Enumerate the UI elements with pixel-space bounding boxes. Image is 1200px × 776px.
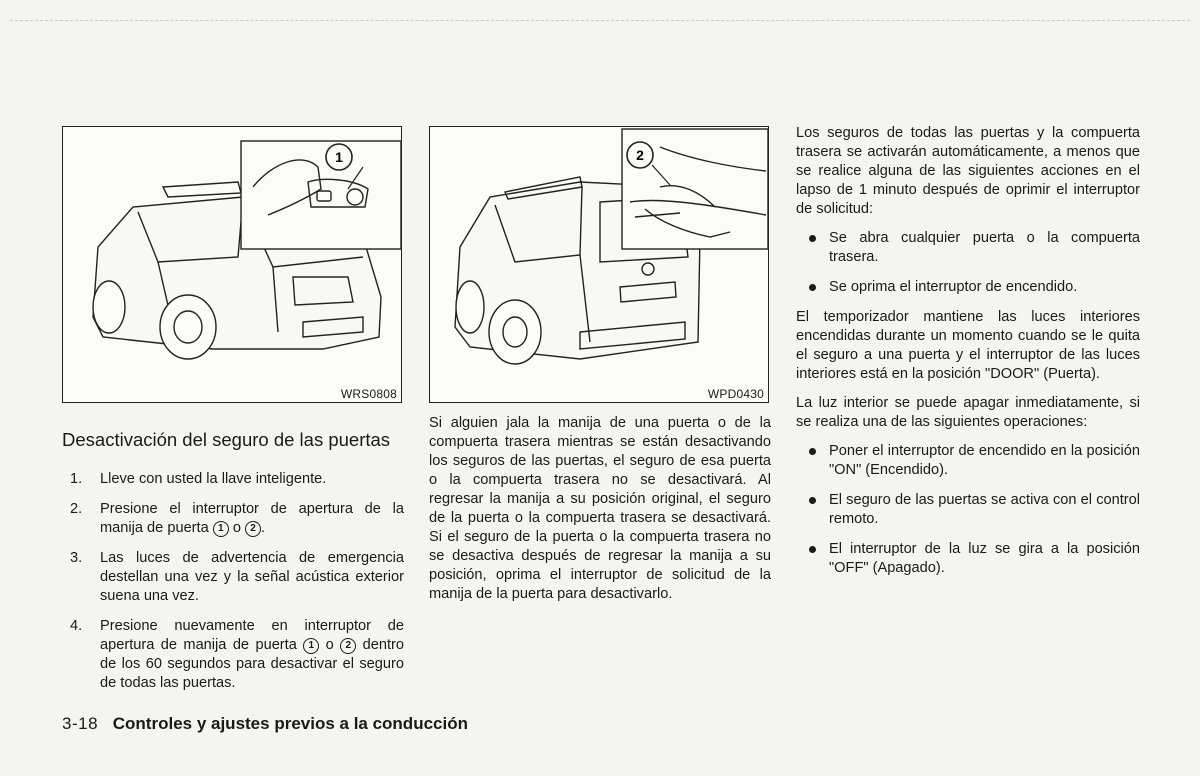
paragraph-handle-pull: Si alguien jala la manija de una puerta o de la compuerta trasera mientras se están desactivando los seguros de las puertas, el seguro de esa puerta o la compuerta trasera no se desactivará. Al regresar la manija a su posición original, el seguro de la puerta o la compuerta trasera se desactivará. Si el seguro de la puerta o la compuerta trasera no se desactiva después de regresar la manija a su posición, oprima el interruptor de solicitud de la manija de la puerta para desactivarlo. xyxy=(429,415,771,602)
bullet-item xyxy=(796,278,1140,297)
paragraph-auto-lock: Los seguros de todas las puertas y la compuerta trasera se activarán automáticamente, a menos que se realice alguna de las siguientes acciones en el lapso de 1 minuto después de oprimir el interruptor de solicitud: xyxy=(796,125,1140,217)
bullet-text: Poner el interruptor de encendido en la posición "ON" (Encendido). xyxy=(829,443,1140,478)
step-item xyxy=(70,549,404,606)
figure-code: WPD0430 xyxy=(707,387,764,401)
step-number: 4. xyxy=(70,618,83,634)
bullet-item xyxy=(796,229,1140,267)
step-text-end: . xyxy=(261,520,266,536)
bullet-dot xyxy=(809,284,816,291)
suv-rear-door-illustration xyxy=(63,127,401,402)
paragraph-light-off: La luz interior se puede apagar inmediatamente, si se realiza una de las siguientes operaciones: xyxy=(796,395,1140,430)
bullet-dot xyxy=(809,448,816,455)
step-number: 3. xyxy=(70,550,83,566)
step-text-connector: o xyxy=(319,637,341,653)
bullet-item xyxy=(796,540,1140,578)
bullet-item xyxy=(796,491,1140,529)
circled-number: 1 xyxy=(303,638,319,654)
top-border-line xyxy=(10,20,1190,21)
step-number: 2. xyxy=(70,501,83,517)
step-text-connector: o xyxy=(228,520,246,536)
step-text-end: dentro de los 60 segundos para desactivar el seguro de todas las puertas. xyxy=(100,637,405,691)
figure-liftgate-handle xyxy=(429,126,769,403)
step-text: Las luces de advertencia de emergencia destellan una vez y la señal acústica exterior suena una vez. xyxy=(100,550,404,604)
figure-code: WRS0808 xyxy=(340,387,397,401)
step-text: Presione el interruptor de apertura de la manija de puerta xyxy=(100,501,404,536)
circled-number: 2 xyxy=(245,521,261,537)
bullet-dot xyxy=(809,497,816,504)
step-text: Lleve con usted la llave inteligente. xyxy=(100,471,327,487)
callout-label-1: 1 xyxy=(335,149,343,165)
page-number: 3-18 xyxy=(62,714,99,733)
paragraph-timer: El temporizador mantiene las luces interiores encendidas durante un momento cuando se le quita el seguro a una puerta y el interruptor de las luces interiores está en la posición "DOOR" (Puerta). xyxy=(796,309,1140,382)
bullet-text: El seguro de las puertas se activa con el control remoto. xyxy=(829,492,1140,527)
bullet-item xyxy=(796,442,1140,480)
step-number: 1. xyxy=(70,471,83,487)
step-item xyxy=(70,617,404,693)
bullet-dot xyxy=(809,546,816,553)
step-item xyxy=(70,470,404,489)
suv-liftgate-illustration xyxy=(430,127,768,402)
page-footer xyxy=(62,714,468,734)
step-item xyxy=(70,500,404,538)
bullet-list-operations xyxy=(796,442,1140,578)
chapter-title: Controles y ajustes previos a la conducción xyxy=(112,714,468,733)
bullet-text: Se abra cualquier puerta o la compuerta trasera. xyxy=(829,230,1140,265)
bullet-text: Se oprima el interruptor de encendido. xyxy=(829,279,1078,295)
callout-label-2: 2 xyxy=(636,147,644,163)
circled-number: 2 xyxy=(340,638,356,654)
figure-door-handle-front xyxy=(62,126,402,403)
bullet-dot xyxy=(809,235,816,242)
bullet-text: El interruptor de la luz se gira a la posición "OFF" (Apagado). xyxy=(829,541,1140,576)
right-column xyxy=(796,124,1140,589)
steps-list xyxy=(70,470,404,704)
circled-number: 1 xyxy=(213,521,229,537)
section-title: Desactivación del seguro de las puertas xyxy=(62,429,391,451)
step-text: Presione nuevamente en interruptor de apertura de manija de puerta xyxy=(100,618,404,653)
bullet-list-actions xyxy=(796,229,1140,297)
